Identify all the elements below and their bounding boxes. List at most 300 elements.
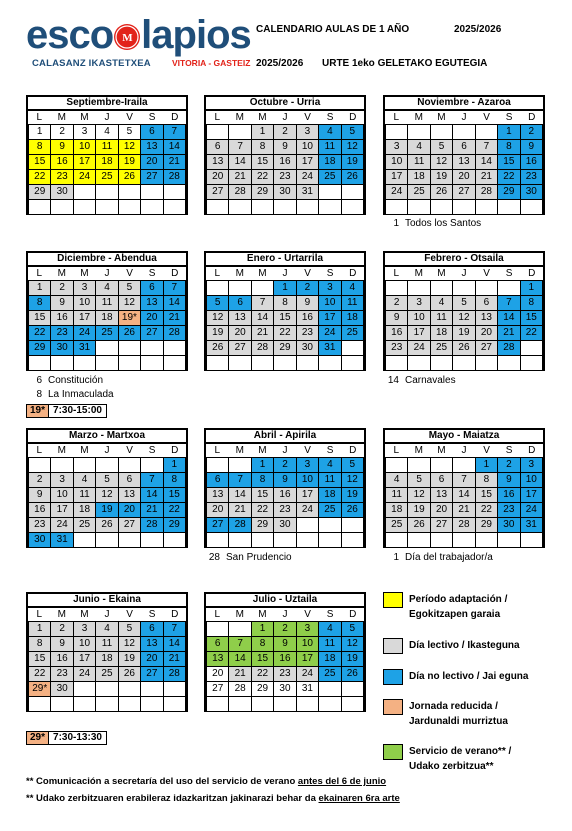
day-cell: 12	[119, 637, 141, 652]
day-cell: 22	[29, 326, 51, 341]
weekday-label: M	[258, 445, 267, 456]
day-cell: 8	[476, 473, 498, 488]
day-cell	[476, 356, 498, 371]
day-cell: 19*	[119, 311, 141, 326]
day-cell	[207, 458, 229, 473]
weekday-label: M	[57, 609, 67, 620]
day-cell: 29	[29, 185, 51, 200]
day-cell: 21	[229, 667, 251, 682]
day-cell: 1	[252, 125, 274, 140]
day-cell: 18	[319, 652, 341, 667]
weekday-label: V	[126, 112, 133, 123]
weekday-label: M	[235, 445, 245, 456]
day-cell: 2	[51, 281, 73, 296]
day-cell	[386, 356, 408, 371]
day-cell	[319, 518, 341, 533]
weekday-label: M	[235, 268, 245, 279]
day-grid	[206, 281, 364, 371]
day-cell: 14	[164, 140, 186, 155]
day-cell: 24	[74, 667, 96, 682]
day-cell: 19	[96, 503, 118, 518]
day-grid	[28, 281, 186, 371]
weekday-label: J	[461, 268, 467, 279]
day-cell: 6	[141, 281, 163, 296]
day-cell: 5	[342, 125, 364, 140]
weekday-label: M	[414, 445, 424, 456]
day-cell: 4	[96, 622, 118, 637]
reduced-hours-december	[26, 404, 107, 418]
day-cell: 9	[297, 296, 319, 311]
day-cell: 28	[164, 667, 186, 682]
day-cell: 2	[51, 622, 73, 637]
day-cell: 20	[141, 155, 163, 170]
day-cell: 16	[51, 155, 73, 170]
day-cell: 21	[229, 503, 251, 518]
month-title: Febrero - Otsaila	[385, 253, 543, 267]
day-cell: 8	[521, 296, 543, 311]
weekday-label: M	[57, 268, 67, 279]
day-cell: 8	[274, 296, 296, 311]
day-cell: 19	[342, 155, 364, 170]
day-cell	[252, 281, 274, 296]
day-cell: 1	[521, 281, 543, 296]
day-cell: 16	[274, 155, 296, 170]
weekday-label: J	[461, 445, 467, 456]
day-cell	[274, 697, 296, 712]
weekday-header	[206, 267, 364, 281]
legend-summer-service: Servicio de verano** / Udako zerbitzua**	[383, 744, 543, 776]
day-cell: 17	[74, 311, 96, 326]
day-cell: 16	[498, 488, 520, 503]
day-cell: 7	[164, 281, 186, 296]
day-cell: 2	[498, 458, 520, 473]
footnote-basque: ** Udako zerbitzuaren erabileraz idazkaritzan jakinarazi behar da ekainaren 6ra arte	[26, 793, 400, 804]
day-cell: 29	[252, 518, 274, 533]
day-cell: 18	[96, 155, 118, 170]
day-cell: 13	[453, 155, 475, 170]
day-cell	[207, 356, 229, 371]
day-cell: 12	[119, 296, 141, 311]
day-cell: 31	[297, 185, 319, 200]
weekday-label: M	[258, 609, 267, 620]
day-cell	[207, 622, 229, 637]
day-cell: 12	[342, 140, 364, 155]
day-cell: 15	[29, 311, 51, 326]
day-cell: 16	[51, 311, 73, 326]
day-cell: 20	[431, 503, 453, 518]
day-grid	[28, 458, 186, 548]
day-cell: 21	[229, 170, 251, 185]
day-cell: 20	[207, 503, 229, 518]
day-cell	[386, 458, 408, 473]
day-cell: 5	[207, 296, 229, 311]
day-cell: 17	[297, 155, 319, 170]
day-cell: 20	[229, 326, 251, 341]
day-cell	[342, 356, 364, 371]
day-cell	[453, 356, 475, 371]
day-cell: 24	[408, 341, 430, 356]
day-cell: 20	[119, 503, 141, 518]
day-cell: 12	[96, 488, 118, 503]
day-cell	[252, 697, 274, 712]
weekday-label: M	[258, 268, 267, 279]
day-cell: 15	[521, 311, 543, 326]
day-cell: 29	[29, 341, 51, 356]
day-cell	[119, 356, 141, 371]
day-cell: 22	[498, 170, 520, 185]
day-cell: 3	[74, 622, 96, 637]
day-cell	[207, 697, 229, 712]
day-cell: 24	[319, 326, 341, 341]
day-cell: 10	[319, 296, 341, 311]
day-cell: 30	[51, 185, 73, 200]
day-cell: 14	[476, 155, 498, 170]
day-cell: 15	[29, 652, 51, 667]
day-cell	[498, 533, 520, 548]
day-cell: 16	[297, 311, 319, 326]
day-cell	[74, 458, 96, 473]
day-cell: 24	[297, 170, 319, 185]
day-cell: 8	[252, 637, 274, 652]
day-cell: 28	[476, 185, 498, 200]
day-cell: 27	[141, 667, 163, 682]
day-cell: 17	[386, 170, 408, 185]
weekday-label: S	[148, 609, 156, 620]
weekday-label: S	[505, 112, 513, 123]
day-cell	[119, 682, 141, 697]
day-cell	[431, 533, 453, 548]
day-cell: 9	[274, 473, 296, 488]
day-cell: 21	[141, 503, 163, 518]
weekday-label: V	[126, 268, 133, 279]
day-cell: 11	[431, 311, 453, 326]
day-cell: 25	[408, 185, 430, 200]
day-cell	[498, 200, 520, 215]
day-cell: 9	[274, 637, 296, 652]
day-cell	[386, 533, 408, 548]
day-cell: 26	[119, 170, 141, 185]
day-cell	[51, 356, 73, 371]
day-cell	[342, 200, 364, 215]
calendar-subtitle: URTE 1eko GELETAKO EGUTEGIA	[322, 58, 488, 69]
day-cell: 7	[229, 140, 251, 155]
month-title: Enero - Urtarrila	[206, 253, 364, 267]
day-cell: 23	[274, 170, 296, 185]
weekday-label: V	[483, 268, 490, 279]
day-cell: 21	[252, 326, 274, 341]
day-cell: 17	[297, 652, 319, 667]
day-cell	[96, 458, 118, 473]
day-cell: 13	[207, 155, 229, 170]
weekday-label: L	[36, 445, 43, 456]
day-cell: 3	[297, 125, 319, 140]
day-cell: 26	[119, 667, 141, 682]
day-cell: 25	[96, 326, 118, 341]
day-cell: 30	[274, 518, 296, 533]
weekday-label: J	[282, 445, 288, 456]
day-cell	[453, 200, 475, 215]
day-cell: 14	[229, 652, 251, 667]
day-cell	[408, 533, 430, 548]
day-cell	[342, 341, 364, 356]
day-cell	[319, 697, 341, 712]
day-cell: 11	[319, 140, 341, 155]
day-cell: 30	[274, 682, 296, 697]
day-cell	[29, 458, 51, 473]
day-cell	[74, 697, 96, 712]
day-cell: 21	[164, 155, 186, 170]
day-cell: 17	[521, 488, 543, 503]
day-cell: 13	[207, 488, 229, 503]
month-september	[26, 95, 188, 215]
day-cell: 3	[297, 458, 319, 473]
day-cell: 7	[164, 125, 186, 140]
day-cell	[408, 200, 430, 215]
month-title: Septiembre-Iraila	[28, 97, 186, 111]
day-cell: 22	[29, 170, 51, 185]
day-cell: 23	[51, 170, 73, 185]
holiday-note-november-1: 1 Todos los Santos	[393, 218, 482, 229]
school-year-sub: 2025/2026	[256, 58, 304, 69]
day-cell: 26	[96, 518, 118, 533]
day-cell: 8	[252, 140, 274, 155]
day-cell	[386, 281, 408, 296]
day-cell	[297, 518, 319, 533]
day-cell: 18	[319, 155, 341, 170]
day-cell: 22	[252, 170, 274, 185]
day-cell	[164, 533, 186, 548]
weekday-header	[385, 111, 543, 125]
month-november	[383, 95, 545, 215]
day-cell: 7	[164, 622, 186, 637]
day-cell: 13	[207, 652, 229, 667]
day-cell: 16	[51, 652, 73, 667]
legend-swatch-school-day	[383, 638, 403, 654]
school-logo	[26, 13, 251, 74]
day-cell	[274, 533, 296, 548]
day-cell: 29	[252, 185, 274, 200]
day-grid	[385, 125, 543, 215]
day-cell	[252, 200, 274, 215]
month-title: Mayo - Maiatza	[385, 430, 543, 444]
day-cell: 14	[498, 311, 520, 326]
day-cell: 31	[319, 341, 341, 356]
month-february	[383, 251, 545, 371]
day-cell: 8	[29, 140, 51, 155]
weekday-label: S	[148, 445, 156, 456]
day-cell: 4	[96, 125, 118, 140]
day-cell: 9	[51, 637, 73, 652]
weekday-label: V	[304, 445, 311, 456]
day-cell	[74, 200, 96, 215]
day-cell: 12	[453, 311, 475, 326]
weekday-label: V	[304, 609, 311, 620]
day-cell	[521, 356, 543, 371]
day-cell: 16	[274, 652, 296, 667]
day-cell: 30	[297, 341, 319, 356]
weekday-label: V	[304, 112, 311, 123]
day-cell: 1	[274, 281, 296, 296]
holiday-note-february-14: 14 Carnavales	[387, 375, 456, 386]
day-cell: 23	[274, 503, 296, 518]
day-cell	[229, 458, 251, 473]
day-cell	[96, 533, 118, 548]
weekday-label: M	[80, 445, 89, 456]
day-cell: 29	[498, 185, 520, 200]
day-cell	[476, 200, 498, 215]
day-cell: 18	[319, 488, 341, 503]
day-cell: 5	[119, 622, 141, 637]
day-cell: 5	[342, 622, 364, 637]
weekday-header	[206, 444, 364, 458]
day-cell: 7	[453, 473, 475, 488]
day-cell: 8	[29, 637, 51, 652]
weekday-label: S	[326, 268, 334, 279]
day-cell: 2	[274, 622, 296, 637]
day-cell: 5	[119, 281, 141, 296]
day-cell: 18	[96, 311, 118, 326]
weekday-header	[385, 267, 543, 281]
day-cell: 3	[319, 281, 341, 296]
day-cell: 31	[51, 533, 73, 548]
day-cell	[431, 281, 453, 296]
day-cell: 1	[29, 622, 51, 637]
day-cell	[476, 533, 498, 548]
reduced-time-december: 7:30-15:00	[53, 405, 102, 416]
day-cell: 6	[431, 473, 453, 488]
day-cell: 26	[408, 518, 430, 533]
day-cell: 11	[342, 296, 364, 311]
day-cell: 15	[476, 488, 498, 503]
day-cell	[164, 356, 186, 371]
day-cell: 7	[141, 473, 163, 488]
day-cell: 19	[453, 326, 475, 341]
weekday-label: J	[104, 609, 110, 620]
day-cell: 2	[51, 125, 73, 140]
day-cell: 4	[431, 296, 453, 311]
weekday-label: L	[214, 609, 221, 620]
weekday-label: M	[437, 268, 446, 279]
weekday-label: S	[326, 609, 334, 620]
weekday-header	[28, 111, 186, 125]
day-cell	[319, 533, 341, 548]
day-cell: 24	[74, 170, 96, 185]
day-cell	[207, 125, 229, 140]
weekday-label: D	[349, 609, 357, 620]
month-march	[26, 428, 188, 548]
day-cell	[342, 185, 364, 200]
day-cell	[431, 356, 453, 371]
month-april	[204, 428, 366, 548]
day-cell: 18	[386, 503, 408, 518]
day-cell	[141, 185, 163, 200]
day-cell: 23	[51, 667, 73, 682]
day-cell: 22	[476, 503, 498, 518]
day-cell: 3	[74, 125, 96, 140]
day-cell: 17	[297, 488, 319, 503]
day-cell: 10	[74, 296, 96, 311]
legend-swatch-holiday	[383, 669, 403, 685]
logo-emblem-icon	[114, 24, 140, 50]
day-cell: 11	[408, 155, 430, 170]
day-cell: 17	[74, 652, 96, 667]
day-cell	[431, 200, 453, 215]
weekday-label: M	[57, 445, 67, 456]
weekday-label: D	[171, 445, 179, 456]
day-cell	[319, 682, 341, 697]
day-cell: 22	[274, 326, 296, 341]
day-cell: 20	[207, 170, 229, 185]
day-cell: 9	[51, 140, 73, 155]
weekday-label: D	[528, 112, 536, 123]
day-cell: 16	[274, 488, 296, 503]
day-cell: 14	[229, 488, 251, 503]
day-cell	[386, 200, 408, 215]
weekday-label: D	[171, 609, 179, 620]
day-cell: 15	[252, 652, 274, 667]
day-cell: 10	[521, 473, 543, 488]
logo-wordmark-left: esco	[26, 13, 114, 57]
day-cell	[119, 185, 141, 200]
weekday-label: J	[282, 268, 288, 279]
day-cell: 24	[297, 667, 319, 682]
day-cell: 28	[498, 341, 520, 356]
day-cell	[119, 458, 141, 473]
day-cell: 5	[408, 473, 430, 488]
day-cell: 27	[431, 518, 453, 533]
day-cell	[96, 682, 118, 697]
day-cell: 9	[498, 473, 520, 488]
day-cell: 25	[74, 518, 96, 533]
day-cell	[164, 697, 186, 712]
day-cell	[453, 281, 475, 296]
day-cell: 22	[252, 667, 274, 682]
day-cell: 19	[207, 326, 229, 341]
day-cell	[431, 458, 453, 473]
day-cell	[453, 533, 475, 548]
day-cell: 6	[229, 296, 251, 311]
logo-wordmark	[26, 14, 251, 56]
month-title: Junio - Ekaina	[28, 594, 186, 608]
weekday-header	[28, 608, 186, 622]
day-cell	[408, 458, 430, 473]
weekday-label: V	[304, 268, 311, 279]
day-cell: 28	[141, 518, 163, 533]
day-cell: 11	[96, 637, 118, 652]
day-cell: 10	[408, 311, 430, 326]
day-cell: 5	[342, 458, 364, 473]
day-cell: 15	[164, 488, 186, 503]
month-october	[204, 95, 366, 215]
day-cell: 11	[96, 296, 118, 311]
day-cell	[51, 458, 73, 473]
day-cell: 26	[453, 341, 475, 356]
day-cell: 27	[476, 341, 498, 356]
day-cell: 19	[119, 155, 141, 170]
day-cell: 9	[521, 140, 543, 155]
day-cell	[119, 200, 141, 215]
day-cell	[96, 185, 118, 200]
day-cell: 26	[207, 341, 229, 356]
day-cell: 1	[252, 622, 274, 637]
day-cell: 13	[119, 488, 141, 503]
day-cell: 15	[29, 155, 51, 170]
day-cell	[229, 622, 251, 637]
day-cell: 12	[119, 140, 141, 155]
weekday-header	[206, 608, 364, 622]
day-cell: 10	[74, 637, 96, 652]
legend-adaptation: Período adaptación / Egokitzapen garaia	[383, 592, 543, 624]
